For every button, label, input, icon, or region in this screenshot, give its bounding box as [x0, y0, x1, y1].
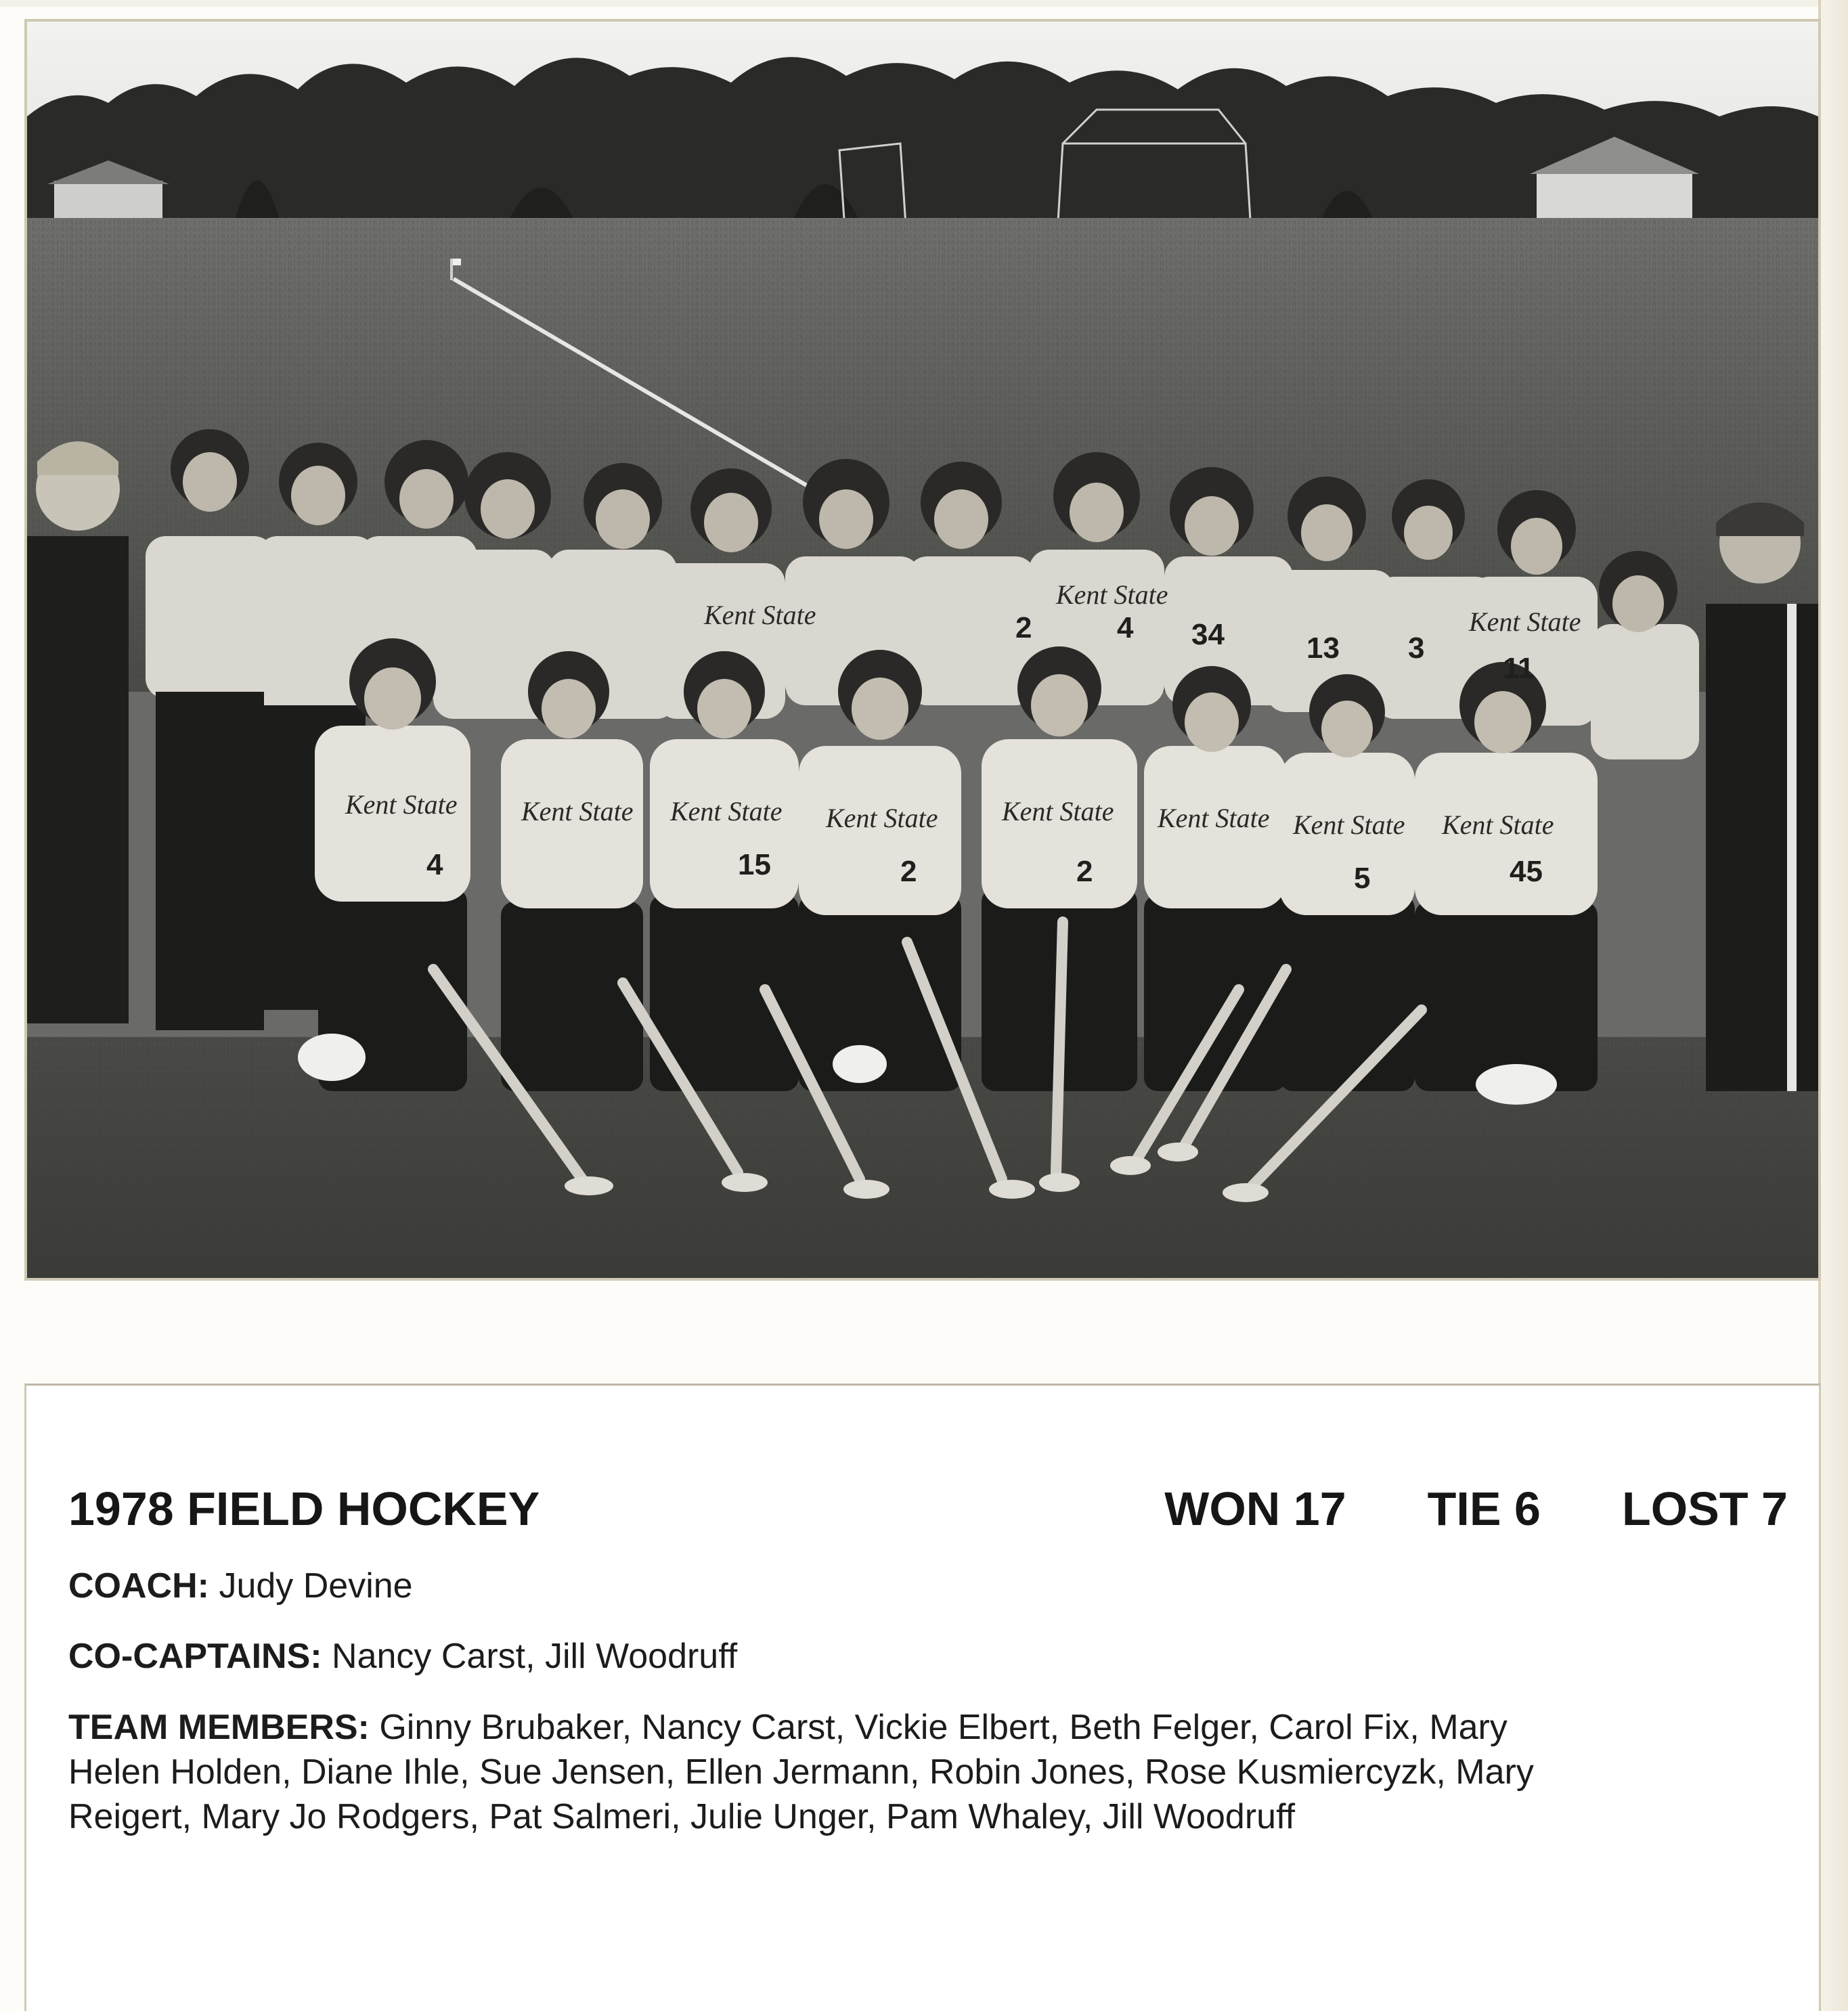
jersey-logo: Kent State [1469, 606, 1581, 637]
jersey-number: 2 [1076, 855, 1093, 888]
jersey-number: 45 [1510, 855, 1543, 888]
jersey-logo: Kent State [704, 600, 816, 630]
record-tie: TIE 6 [1427, 1482, 1541, 1535]
jersey-logo: Kent State [345, 789, 458, 820]
card-edge-right [1821, 0, 1848, 2011]
team-photo [27, 22, 1818, 1278]
cocaptains-line [68, 1636, 737, 1677]
team-photo-graphic [27, 22, 1818, 1278]
record-won: WON 17 [1164, 1482, 1346, 1535]
team-photo-frame [24, 19, 1821, 1281]
season-record [1164, 1482, 1788, 1536]
jersey-logo: Kent State [826, 803, 938, 833]
team-members-text: Ginny Brubaker, Nancy Carst, Vickie Elbert, Beth Felger, Carol Fix, Mary [379, 1708, 1508, 1747]
jersey-number: 5 [1354, 862, 1371, 895]
team-members-label: TEAM MEMBERS: [68, 1708, 370, 1747]
jersey-logo: Kent State [1158, 803, 1270, 833]
page-title: 1978 FIELD HOCKEY [68, 1482, 540, 1535]
jersey-number: 4 [1117, 611, 1134, 644]
jersey-number: 15 [738, 848, 771, 881]
jersey-logo: Kent State [670, 796, 783, 826]
jersey-number: 4 [426, 848, 443, 881]
coach-label: COACH: [68, 1566, 209, 1606]
jersey-logo: Kent State [521, 796, 634, 826]
jersey-number: 34 [1191, 618, 1225, 651]
jersey-logo: Kent State [1056, 579, 1168, 610]
jersey-logo: Kent State [1293, 810, 1405, 840]
team-members [68, 1705, 1801, 1839]
team-members-row [68, 1705, 1801, 1750]
team-members-text: Reigert, Mary Jo Rodgers, Pat Salmeri, Julie Unger, Pam Whaley, Jill Woodruff [68, 1797, 1296, 1836]
caption-headline [68, 1482, 1788, 1543]
caption-panel [24, 1384, 1821, 2011]
jersey-number: 3 [1408, 632, 1425, 665]
jersey-logo: Kent State [1002, 796, 1114, 826]
jersey-number: 11 [1503, 652, 1535, 685]
jersey-number: 2 [1015, 611, 1032, 644]
card-edge [0, 0, 1848, 7]
team-members-text: Helen Holden, Diane Ihle, Sue Jensen, Ellen Jermann, Robin Jones, Rose Kusmiercyzk, Mary [68, 1752, 1534, 1792]
cocaptains-names: Nancy Carst, Jill Woodruff [332, 1637, 738, 1676]
jersey-number: 13 [1306, 632, 1340, 665]
jersey-number: 2 [900, 855, 917, 888]
record-lost: LOST 7 [1621, 1482, 1788, 1535]
coach-name: Judy Devine [219, 1566, 413, 1606]
jersey-logo: Kent State [1442, 810, 1554, 840]
coach-line [68, 1566, 413, 1606]
cocaptains-label: CO-CAPTAINS: [68, 1637, 322, 1676]
